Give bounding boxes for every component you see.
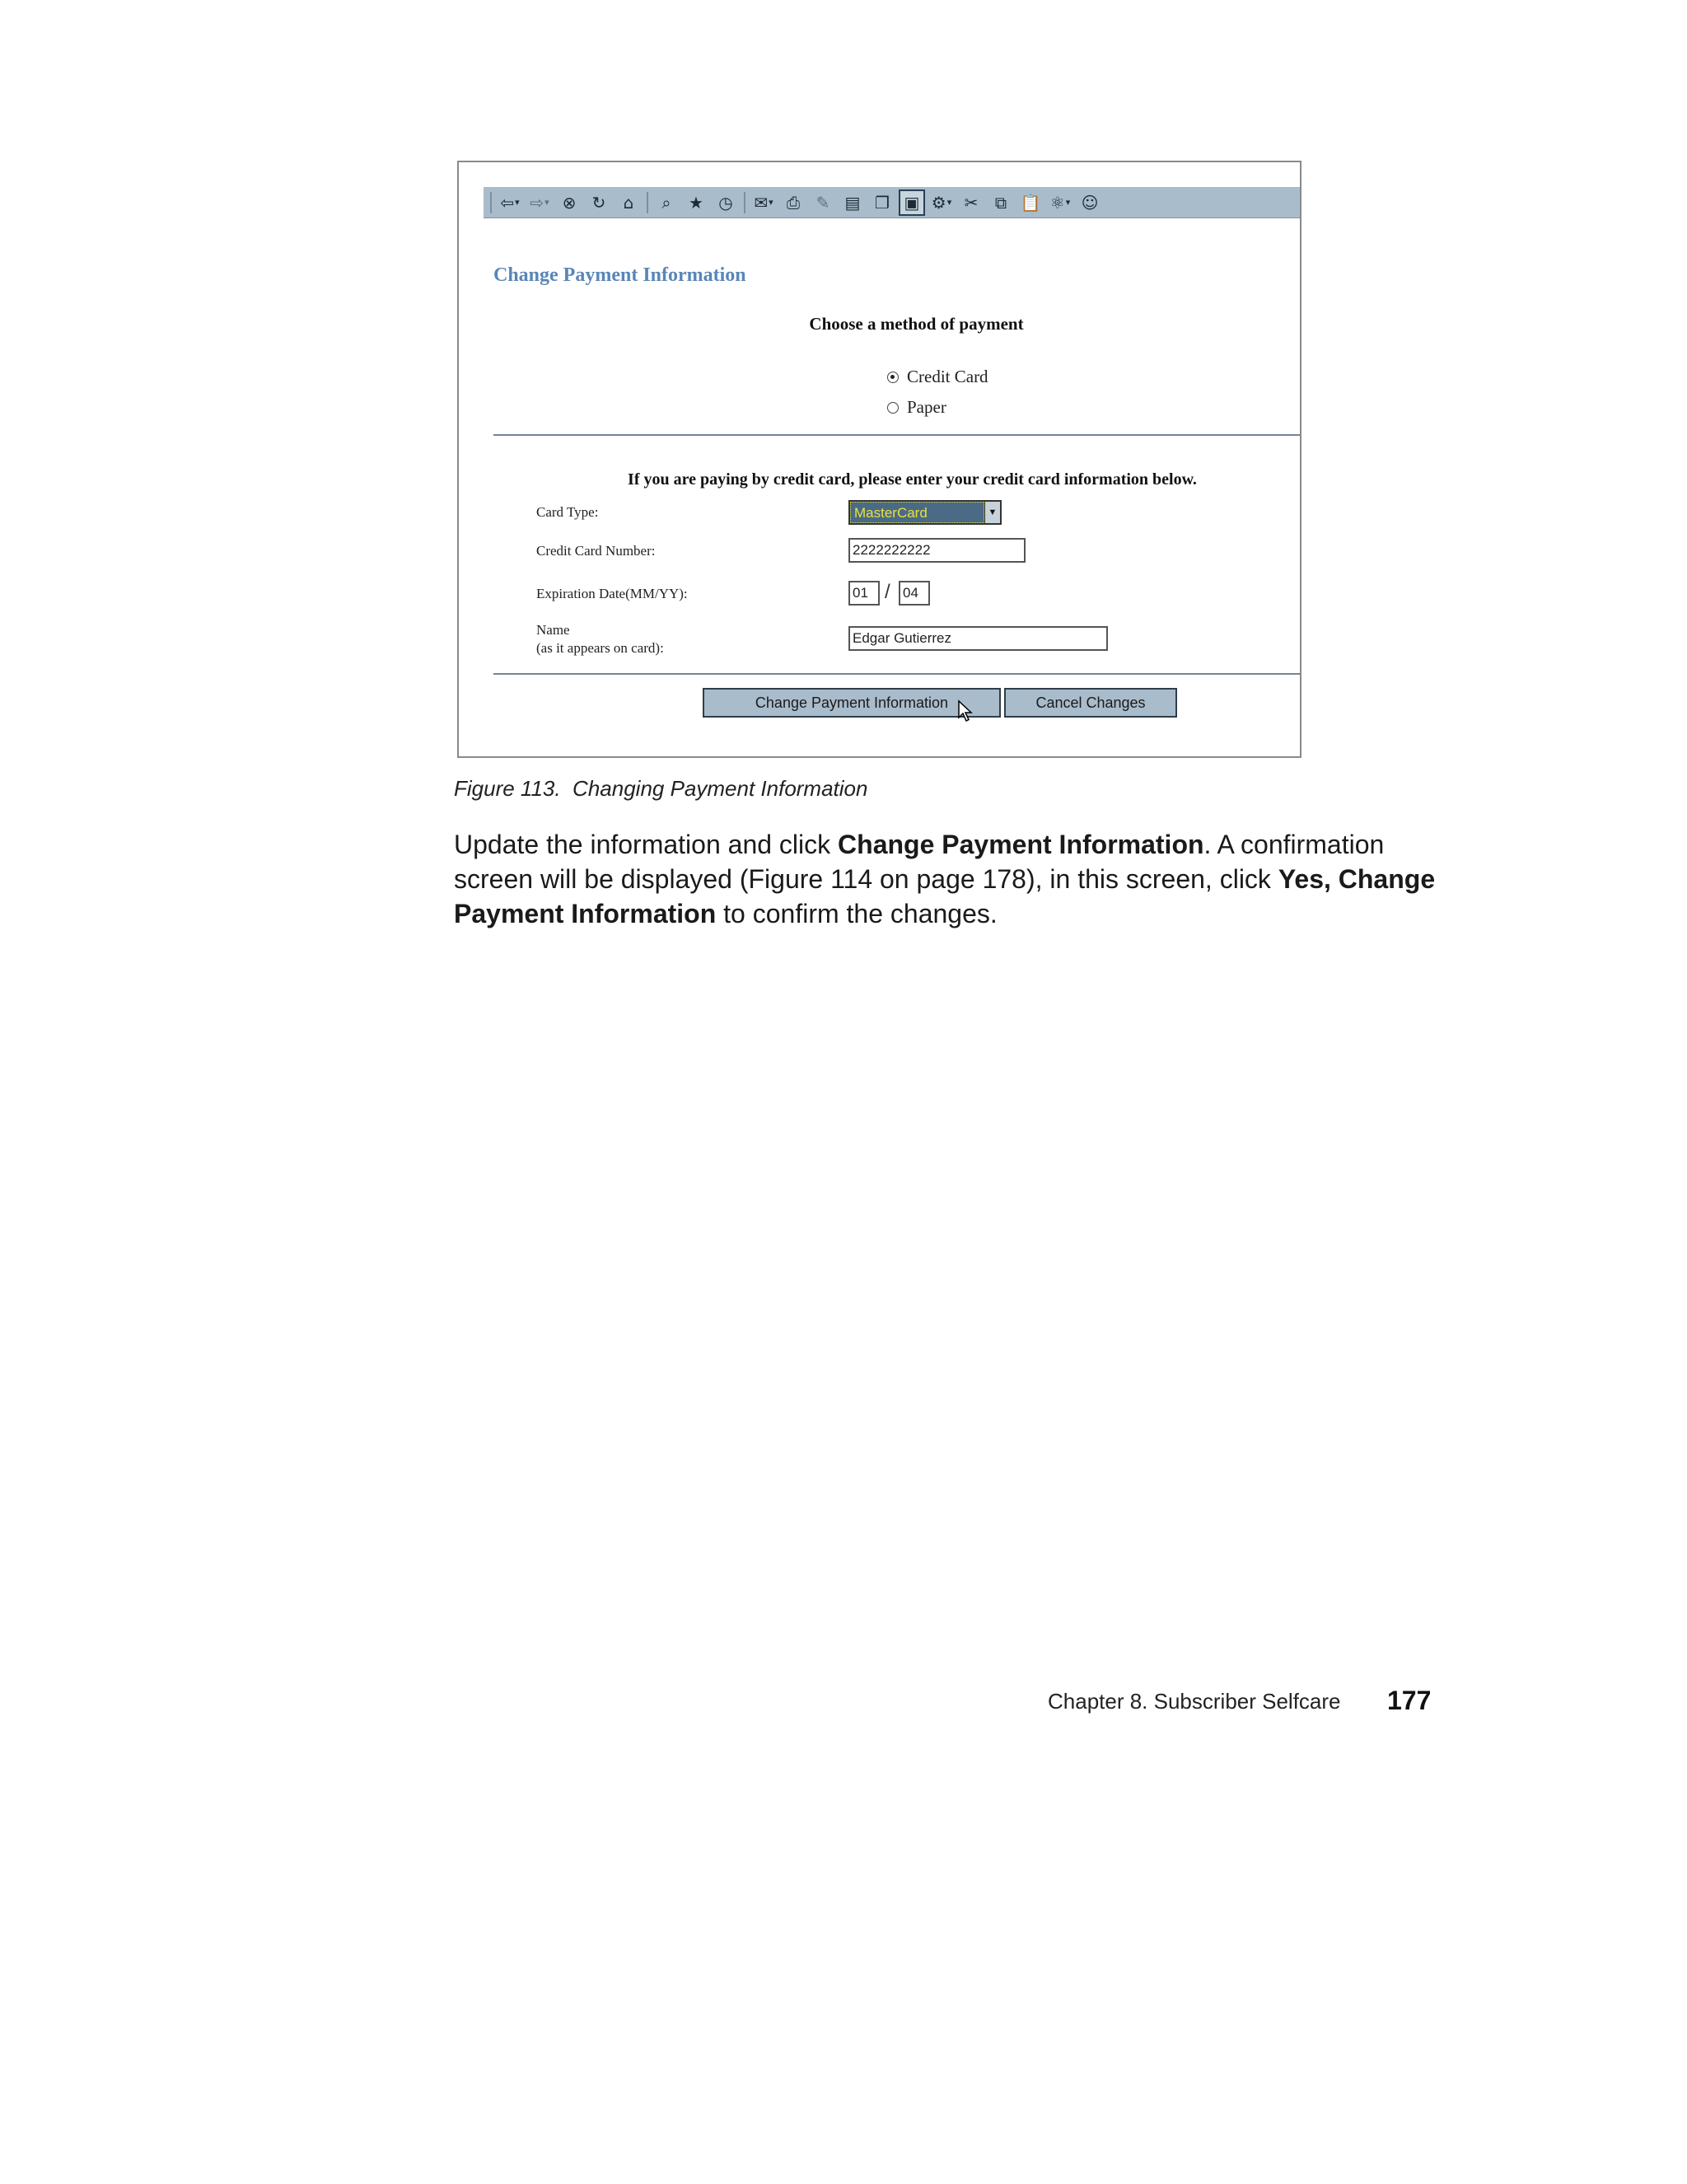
edit-icon[interactable]: ✎ [815, 192, 830, 213]
divider [493, 673, 1300, 675]
window-icon[interactable]: ▣ [900, 191, 923, 214]
mouse-cursor-icon [957, 699, 974, 724]
page-title: Change Payment Information [493, 264, 746, 286]
divider [493, 434, 1300, 436]
credit-card-option[interactable] [887, 367, 988, 387]
figure-number: Figure 113. [454, 776, 561, 801]
cardholder-name-input[interactable]: Edgar Gutierrez [848, 626, 1108, 651]
paper-option[interactable] [887, 397, 946, 418]
cut-icon[interactable]: ✂ [964, 192, 979, 213]
discuss-icon[interactable]: ▤ [844, 192, 861, 213]
paste-icon[interactable]: 📋 [1020, 192, 1041, 213]
card-number-label: Credit Card Number: [536, 543, 656, 559]
copy-icon[interactable]: ⧉ [994, 192, 1007, 213]
payment-method-heading: Choose a method of payment [809, 314, 1024, 334]
change-payment-button[interactable]: Change Payment Information [703, 688, 1001, 718]
browser-screenshot [457, 161, 1301, 758]
body-text-1: Update the information and click [454, 830, 839, 859]
credit-card-radio[interactable] [887, 372, 899, 383]
body-paragraph [454, 827, 1442, 931]
body-text-3: to confirm the changes. [716, 899, 998, 928]
body-bold-1: Change Payment Information [838, 830, 1204, 859]
figure-caption [454, 776, 867, 802]
body-text-2: . A confirmation screen will be displayed (Figure 114 on page 178), in this screen, click [454, 830, 1385, 894]
footer-chapter: Chapter 8. Subscriber Selfcare [1048, 1689, 1341, 1714]
search-icon[interactable]: ⌕ [661, 192, 671, 213]
card-type-select[interactable] [848, 500, 1002, 525]
print-icon[interactable]: ⎙ [787, 192, 800, 213]
exp-separator: / [885, 581, 890, 603]
card-type-label: Card Type: [536, 504, 599, 520]
card-type-value: MasterCard [850, 502, 984, 523]
toolbar-separator [744, 192, 745, 213]
name-label [536, 621, 664, 657]
refresh-icon[interactable]: ↻ [591, 192, 606, 213]
tools-icon[interactable]: ⚙ ▾ [930, 191, 953, 214]
messenger-icon[interactable]: ☺ [1081, 192, 1099, 213]
credit-card-heading: If you are paying by credit card, please enter your credit card information below. [628, 470, 1197, 489]
cancel-changes-button[interactable]: Cancel Changes [1004, 688, 1177, 718]
history-icon[interactable]: ◷ [718, 192, 733, 213]
card-number-input[interactable]: 2222222222 [848, 538, 1026, 563]
page-icon[interactable]: ❐ [875, 192, 890, 213]
name-label-line2: (as it appears on card): [536, 640, 664, 656]
exp-month-input[interactable]: 01 [848, 581, 880, 606]
browser-toolbar [484, 187, 1301, 218]
toolbar-separator [490, 192, 492, 213]
forward-icon[interactable]: ⇨ ▾ [528, 191, 551, 214]
chevron-down-icon[interactable]: ▼ [984, 502, 1000, 523]
favorites-icon[interactable]: ★ [689, 192, 703, 213]
paper-radio[interactable] [887, 402, 899, 414]
figure-title: Changing Payment Information [572, 776, 868, 801]
name-label-line1: Name [536, 622, 570, 638]
body-bold-2: Yes, Change Payment Information [454, 864, 1436, 928]
credit-card-label: Credit Card [907, 367, 988, 386]
translate-icon[interactable]: ⚛ ▾ [1049, 191, 1072, 214]
toolbar-separator [647, 192, 648, 213]
back-icon[interactable]: ⇦ ▾ [498, 191, 521, 214]
expiration-label: Expiration Date(MM/YY): [536, 586, 688, 601]
paper-label: Paper [907, 397, 946, 417]
mail-icon[interactable]: ✉ ▾ [752, 191, 775, 214]
stop-icon[interactable]: ⊗ [562, 192, 577, 213]
page-number: 177 [1387, 1686, 1432, 1715]
home-icon[interactable]: ⌂ [623, 192, 634, 213]
exp-year-input[interactable]: 04 [899, 581, 930, 606]
